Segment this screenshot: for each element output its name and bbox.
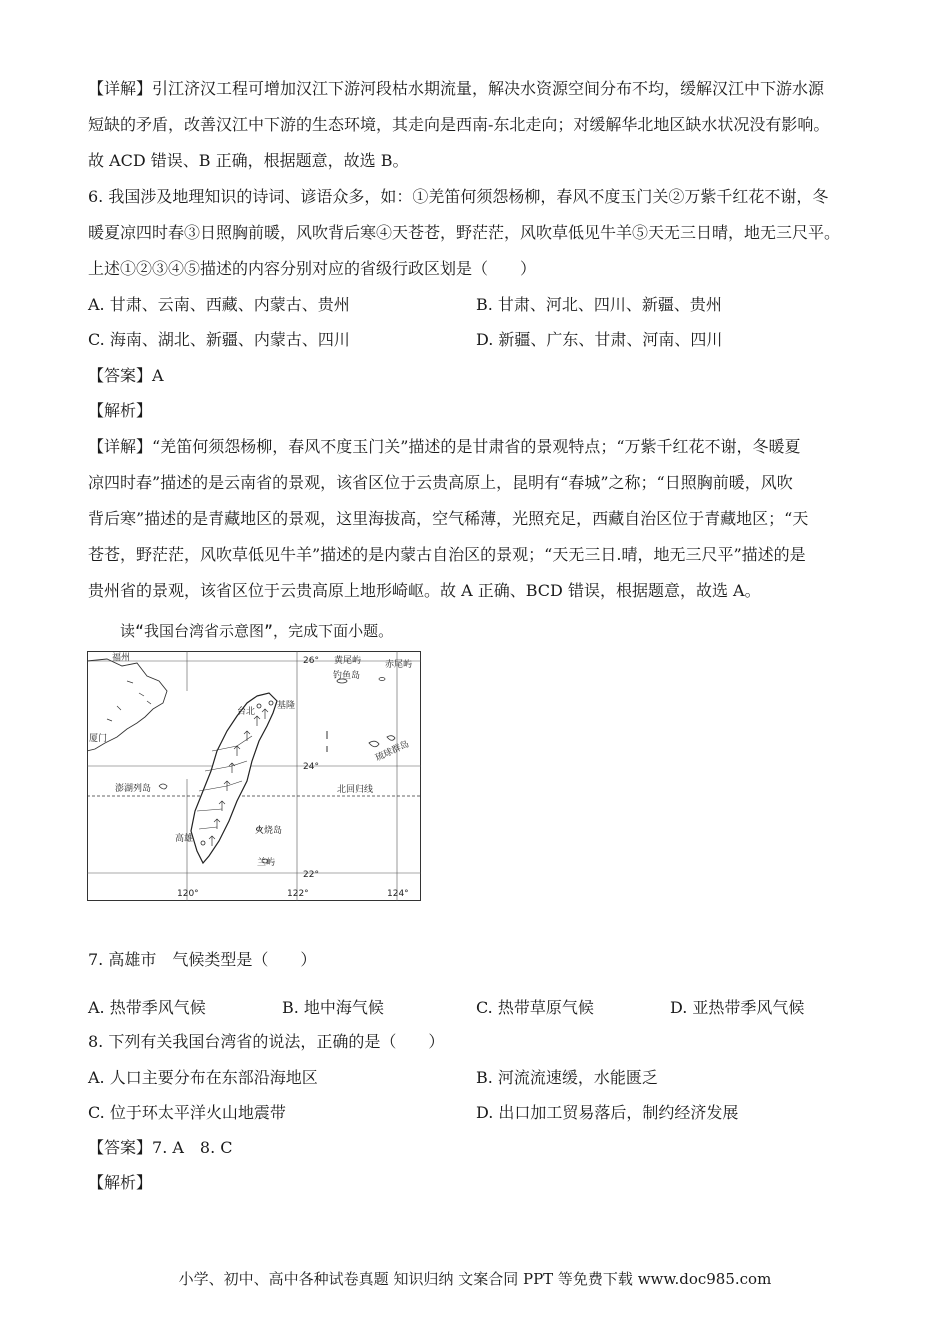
q6-option-b: B. 甘肃、河北、四川、新疆、贵州 (476, 295, 722, 314)
detail1-line1 (88, 78, 824, 100)
label-chiweiyu: 赤尾屿 (385, 660, 413, 670)
q6-option-d: D. 新疆、广东、甘肃、河南、四川 (476, 330, 723, 349)
q6-stem-line1: 6. 我国涉及地理知识的诗词、谚语众多，如：①羌笛何须怨杨柳，春风不度玉门关②万紫千红花不谢，冬 (88, 187, 829, 206)
q8-analysis-tag: 【解析】 (88, 1173, 153, 1192)
label-huoshaodao: 火烧岛 (255, 826, 283, 836)
detail-tag: 【详解】 (88, 79, 153, 98)
q6-analysis-tag: 【解析】 (88, 401, 153, 420)
answer-tag: 【答案】 (88, 366, 153, 385)
label-tropic: 北回归线 (337, 785, 374, 795)
detail2-line1 (88, 436, 801, 458)
label-lat26: 26° (303, 656, 319, 666)
q6-stem-line2: 暖夏凉四时春③日照胸前暖，风吹背后寒④天苍苍，野茫茫，风吹草低见牛羊⑤天无三日晴，地无三尺平。 (88, 223, 841, 242)
label-lat22: 22° (303, 870, 319, 880)
label-gaoxiong: 高雄 (175, 834, 194, 844)
detail2-line5: 贵州省的景观，该省区位于云贵高原上地形崎岖。故 A 正确、BCD 错误，根据题意，故选 A。 (88, 581, 761, 600)
label-jilong: 基隆 (277, 701, 296, 711)
q6-option-a: A. 甘肃、云南、西藏、内蒙古、贵州 (88, 295, 350, 314)
label-lanyu: 兰屿 (257, 858, 276, 868)
map-intro: 读“我国台湾省示意图”，完成下面小题。 (120, 622, 394, 640)
q8-option-c: C. 位于环太平洋火山地震带 (88, 1103, 286, 1122)
detail1-text1: 引江济汉工程可增加汉江下游河段枯水期流量，解决水资源空间分布不均，缓解汉江中下游水源 (152, 79, 825, 98)
answer-value: A (152, 366, 164, 385)
label-lon124: 124° (387, 889, 409, 899)
detail-tag: 【详解】 (88, 437, 153, 456)
label-xiamen: 厦门 (89, 734, 108, 744)
q6-stem-line3: 上述①②③④⑤描述的内容分别对应的省级行政区划是（ ） (88, 259, 537, 278)
label-penghu: 澎湖列岛 (115, 784, 152, 794)
detail1-line3: 故 ACD 错误、B 正确，根据题意，故选 B。 (88, 151, 409, 170)
q7-option-b: B. 地中海气候 (282, 998, 384, 1017)
q8-stem: 8. 下列有关我国台湾省的说法，正确的是（ ） (88, 1032, 445, 1051)
label-huangweiyu: 黄尾屿 (334, 656, 362, 666)
q8-option-a: A. 人口主要分布在东部沿海地区 (88, 1068, 318, 1087)
q8-option-b: B. 河流流速缓，水能匮乏 (476, 1068, 658, 1087)
label-diaoyudao: 钓鱼岛 (333, 671, 361, 681)
page-footer: 小学、初中、高中各种试卷真题 知识归纳 文案合同 PPT 等免费下载 www.doc985.com (178, 1270, 772, 1288)
label-lat24: 24° (303, 762, 319, 772)
detail2-text1: “羌笛何须怨杨柳，春风不度玉门关”描述的是甘肃省的景观特点；“万紫千红花不谢，冬暖夏 (152, 437, 801, 456)
label-fuzhou: 福州 (112, 653, 131, 663)
detail2-line3: 背后寒”描述的是青藏地区的景观，这里海拔高，空气稀薄，光照充足，西藏自治区位于青藏地区；“天 (88, 509, 809, 528)
detail2-line4: 苍苍，野茫茫，风吹草低见牛羊”描述的是内蒙古自治区的景观；“天无三日.晴，地无三尺平”描述的是 (88, 545, 806, 564)
label-lon122: 122° (287, 889, 309, 899)
q8-option-d: D. 出口加工贸易落后，制约经济发展 (476, 1103, 739, 1122)
q6-answer (88, 365, 164, 387)
q7-option-a: A. 热带季风气候 (88, 998, 206, 1017)
label-liuqiu: 琉球群岛 (374, 739, 411, 764)
q7-stem: 7. 高雄市 气候类型是（ ） (88, 950, 317, 969)
answer-value: 7. A 8. C (152, 1138, 233, 1157)
taiwan-map (87, 651, 421, 901)
q6-option-c: C. 海南、湖北、新疆、内蒙古、四川 (88, 330, 350, 349)
q7-option-c: C. 热带草原气候 (476, 998, 594, 1017)
q8-answer (88, 1137, 233, 1159)
q7-option-d: D. 亚热带季风气候 (670, 998, 805, 1017)
label-lon120: 120° (177, 889, 199, 899)
answer-tag: 【答案】 (88, 1138, 153, 1157)
detail2-line2: 凉四时春”描述的是云南省的景观，该省区位于云贵高原上，昆明有“春城”之称；“日照胸前暖，风吹 (88, 473, 793, 492)
label-taibei: 台北 (237, 707, 256, 717)
detail1-line2: 短缺的矛盾，改善汉江中下游的生态环境，其走向是西南-东北走向；对缓解华北地区缺水状况没有影响。 (88, 115, 830, 134)
